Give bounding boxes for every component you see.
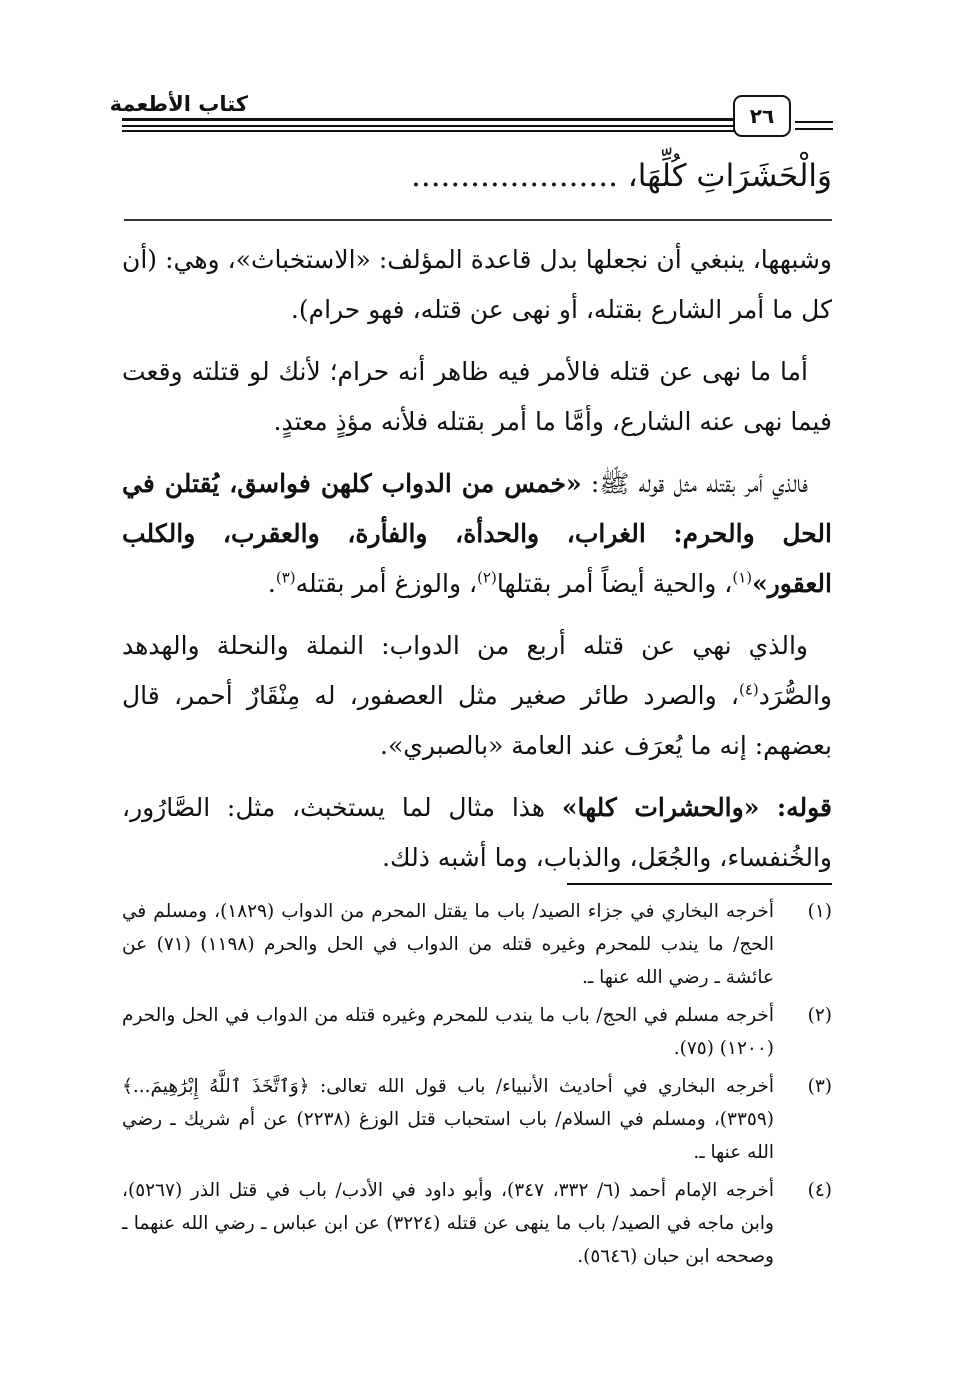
- paragraph: [122, 621, 832, 771]
- footnote-ref[interactable]: (٤): [738, 680, 759, 699]
- header-rule: [795, 121, 833, 123]
- commentary-body: [122, 235, 832, 895]
- matn-dots: .....................: [410, 158, 618, 194]
- paragraph-text: وشبهها، ينبغي أن نجعلها بدل قاعدة المؤلف: «الاستخباث»، وهي: (أن كل ما أمر الشارع بقتله، أو نهى عن قتله، فهو حرام).: [122, 245, 832, 324]
- paragraph-text: والذي نهي عن قتله أربع من الدواب: النملة والنحلة والهدهد والصُّرَد: [122, 631, 832, 710]
- paragraph-text: .: [267, 569, 276, 598]
- header-rule: [122, 130, 734, 132]
- footnote-number: (٢): [807, 1005, 832, 1026]
- footnote-text: أخرجه البخاري في أحاديث الأنبياء/ باب قول الله تعالى: ﴿وَٱتَّخَذَ ٱللَّهُ إِبْرَٰهِيمَ...﴾ (٣٣٥٩)، ومسلم في السلام/ باب استحباب قتل الوزغ (٢٢٣٨) عن أم شريك ـ رضي الله عنها ـ.: [122, 1076, 774, 1163]
- paragraph-text: ، والصرد طائر صغير مثل العصفور، له مِنْقَارٌ أحمر، قال بعضهم: إنه ما يُعرَف عند العامة «بالصبري».: [122, 681, 832, 760]
- footnote-ref[interactable]: (٣): [275, 568, 296, 587]
- paragraph: [122, 347, 832, 447]
- header-rule: [795, 128, 833, 130]
- footnote: [122, 999, 832, 1065]
- footnote: [122, 1070, 832, 1169]
- footnote: [122, 895, 832, 994]
- running-title: كتاب الأطعمة: [109, 92, 248, 116]
- matn-line: [112, 148, 832, 204]
- footnote-text: أخرجه مسلم في الحج/ باب ما يندب للمحرم وغيره قتله من الدواب في الحل والحرم (١٢٠٠) (٧٥).: [122, 1005, 774, 1059]
- page-number: ٢٦: [733, 95, 791, 137]
- paragraph-text: فالذي أمر بقتله مثل قوله ﷺ:: [581, 469, 808, 498]
- paragraph-text: أما ما نهى عن قتله فالأمر فيه ظاهر أنه حرام؛ لأنك لو قتلته وقعت فيما نهى عنه الشارع، وأمَّا ما أمر بقتله فلأنه مؤذٍ معتدٍ.: [122, 357, 832, 436]
- footnote: [122, 1174, 832, 1273]
- paragraph: [122, 783, 832, 883]
- footnote-number: (٣): [807, 1076, 832, 1097]
- footnote-text: أخرجه الإمام أحمد (٦/ ٣٣٢، ٣٤٧)، وأبو داود في الأدب/ باب في قتل الذر (٥٢٦٧)، وابن ماجه في الصيد/ باب ما ينهى عن قتله (٣٢٢٤) عن ابن عباس ـ رضي الله عنهما ـ وصححه ابن حبان (٥٦٤٦).: [122, 1180, 775, 1267]
- footnote-number: (٤): [807, 1180, 832, 1201]
- paragraph: [122, 459, 832, 609]
- header-rule: [122, 125, 734, 127]
- footnote-ref[interactable]: (١): [732, 568, 753, 587]
- footnotes: [122, 895, 832, 1278]
- header-rule: [122, 118, 734, 121]
- footnote-text: أخرجه البخاري في جزاء الصيد/ باب ما يقتل المحرم من الدواب (١٨٢٩)، ومسلم في الحج/ ما يندب للمحرم وغيره قتله من الدواب في الحل والحرم (١١٩٨) (٧١) عن عائشة ـ رضي الله عنها ـ.: [122, 901, 774, 988]
- footnote-number: (١): [807, 901, 832, 922]
- paragraph-text: هذا مثال لما يستخبث، مثل: الصَّارُور، والخُنفساء، والجُعَل، والذباب، وما أشبه ذلك.: [122, 793, 832, 872]
- paragraph-text: ، والوزغ أمر بقتله: [295, 569, 478, 598]
- footnote-separator: [567, 883, 832, 885]
- paragraph: [122, 235, 832, 335]
- matn-separator: [124, 219, 832, 221]
- footnote-ref[interactable]: (٢): [477, 568, 497, 587]
- matn-quote-label: قوله: «والحشرات كلها»: [561, 793, 832, 822]
- matn-text: وَالْحَشَرَاتِ كُلِّهَا،: [627, 158, 832, 194]
- hadith-quote: «خمس من الدواب كلهن فواسق، يُقتلن في الحل والحرم: الغراب، والحدأة، والفأرة، والعقرب، والكلب العقور»: [122, 469, 832, 598]
- paragraph-text: ، والحية أيضاً أمر بقتلها: [496, 569, 733, 598]
